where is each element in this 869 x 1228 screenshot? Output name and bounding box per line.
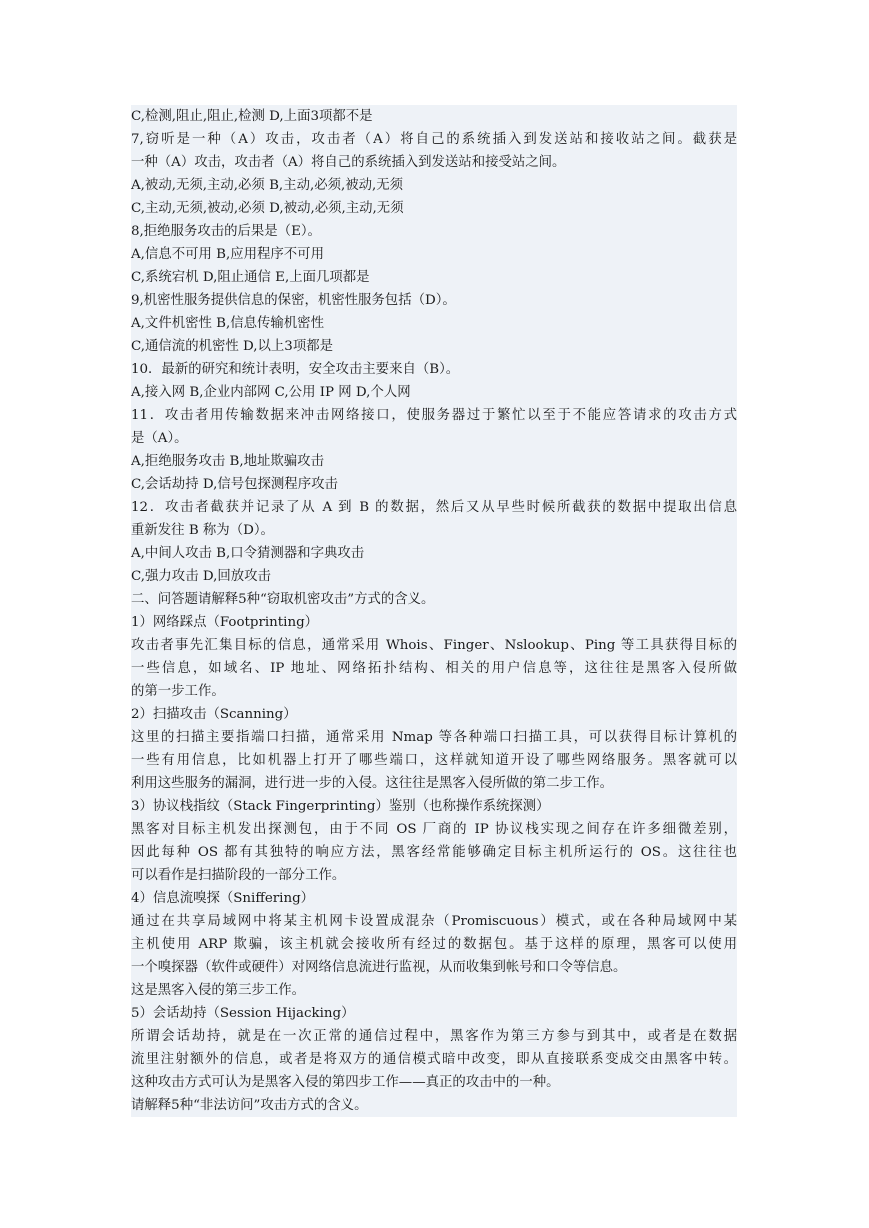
text-line: 二、问答题请解释5种“窃取机密攻击”方式的含义。 [131,588,737,611]
text-line: 主机使用 ARP 欺骗，该主机就会接收所有经过的数据包。基于这样的原理，黑客可以使用 [131,933,737,956]
text-line: 一些有用信息，比如机器上打开了哪些端口，这样就知道开设了哪些网络服务。黑客就可以 [131,749,737,772]
text-line: C,系统宕机 D,阻止通信 E,上面几项都是 [131,266,737,289]
text-line: 7,窃听是一种（A）攻击，攻击者（A）将自己的系统插入到发送站和接收站之间。截获是 [131,128,737,151]
text-line: 黑客对目标主机发出探测包，由于不同 OS 厂商的 IP 协议栈实现之间存在许多细微差别， [131,818,737,841]
text-line: 5）会话劫持（Session Hijacking） [131,1002,737,1025]
text-line: 10．最新的研究和统计表明，安全攻击主要来自（B）。 [131,358,737,381]
text-line: 可以看作是扫描阶段的一部分工作。 [131,864,737,887]
text-line: 4）信息流嗅探（Sniffering） [131,887,737,910]
text-line: 2）扫描攻击（Scanning） [131,703,737,726]
text-line: 利用这些服务的漏洞，进行进一步的入侵。这往往是黑客入侵所做的第二步工作。 [131,772,737,795]
text-line: 1）网络踩点（Footprinting） [131,611,737,634]
text-line: A,拒绝服务攻击 B,地址欺骗攻击 [131,450,737,473]
text-line: 是（A）。 [131,427,737,450]
text-line: 请解释5种“非法访问”攻击方式的含义。 [131,1094,737,1117]
text-line: 这里的扫描主要指端口扫描，通常采用 Nmap 等各种端口扫描工具，可以获得目标计算机的 [131,726,737,749]
text-line: 3）协议栈指纹（Stack Fingerprinting）鉴别（也称操作系统探测） [131,795,737,818]
text-line: 一些信息，如域名、IP 地址、网络拓扑结构、相关的用户信息等，这往往是黑客入侵所做 [131,657,737,680]
text-line: 通过在共享局域网中将某主机网卡设置成混杂（Promiscuous）模式，或在各种局域网中某 [131,910,737,933]
text-line: 一个嗅探器（软件或硬件）对网络信息流进行监视，从而收集到帐号和口令等信息。 [131,956,737,979]
text-line: A,接入网 B,企业内部网 C,公用 IP 网 D,个人网 [131,381,737,404]
text-line: 因此每种 OS 都有其独特的响应方法，黑客经常能够确定目标主机所运行的 OS。这往往也 [131,841,737,864]
text-line: 这种攻击方式可认为是黑客入侵的第四步工作——真正的攻击中的一种。 [131,1071,737,1094]
text-line: A,中间人攻击 B,口令猜测器和字典攻击 [131,542,737,565]
text-line: C,主动,无须,被动,必须 D,被动,必须,主动,无须 [131,197,737,220]
text-line: 攻击者事先汇集目标的信息，通常采用 Whois、Finger、Nslookup、Ping 等工具获得目标的 [131,634,737,657]
text-line: 所谓会话劫持，就是在一次正常的通信过程中，黑客作为第三方参与到其中，或者是在数据 [131,1025,737,1048]
text-line: 12．攻击者截获并记录了从 A 到 B 的数据，然后又从早些时候所截获的数据中提取出信息 [131,496,737,519]
text-line: 重新发往 B 称为（D）。 [131,519,737,542]
text-line: C,通信流的机密性 D,以上3项都是 [131,335,737,358]
text-line: 流里注射额外的信息，或者是将双方的通信模式暗中改变，即从直接联系变成交由黑客中转。 [131,1048,737,1071]
text-line: C,会话劫持 D,信号包探测程序攻击 [131,473,737,496]
text-line: A,文件机密性 B,信息传输机密性 [131,312,737,335]
text-line: 9,机密性服务提供信息的保密，机密性服务包括（D）。 [131,289,737,312]
text-line: A,被动,无须,主动,必须 B,主动,必须,被动,无须 [131,174,737,197]
text-line: A,信息不可用 B,应用程序不可用 [131,243,737,266]
text-line: 11．攻击者用传输数据来冲击网络接口，使服务器过于繁忙以至于不能应答请求的攻击方式 [131,404,737,427]
text-line: C,强力攻击 D,回放攻击 [131,565,737,588]
text-line: 这是黑客入侵的第三步工作。 [131,979,737,1002]
document-body [131,105,737,1117]
text-line: C,检测,阻止,阻止,检测 D,上面3项都不是 [131,105,737,128]
text-line: 的第一步工作。 [131,680,737,703]
text-line: 8,拒绝服务攻击的后果是（E）。 [131,220,737,243]
text-line: 一种（A）攻击，攻击者（A）将自己的系统插入到发送站和接受站之间。 [131,151,737,174]
